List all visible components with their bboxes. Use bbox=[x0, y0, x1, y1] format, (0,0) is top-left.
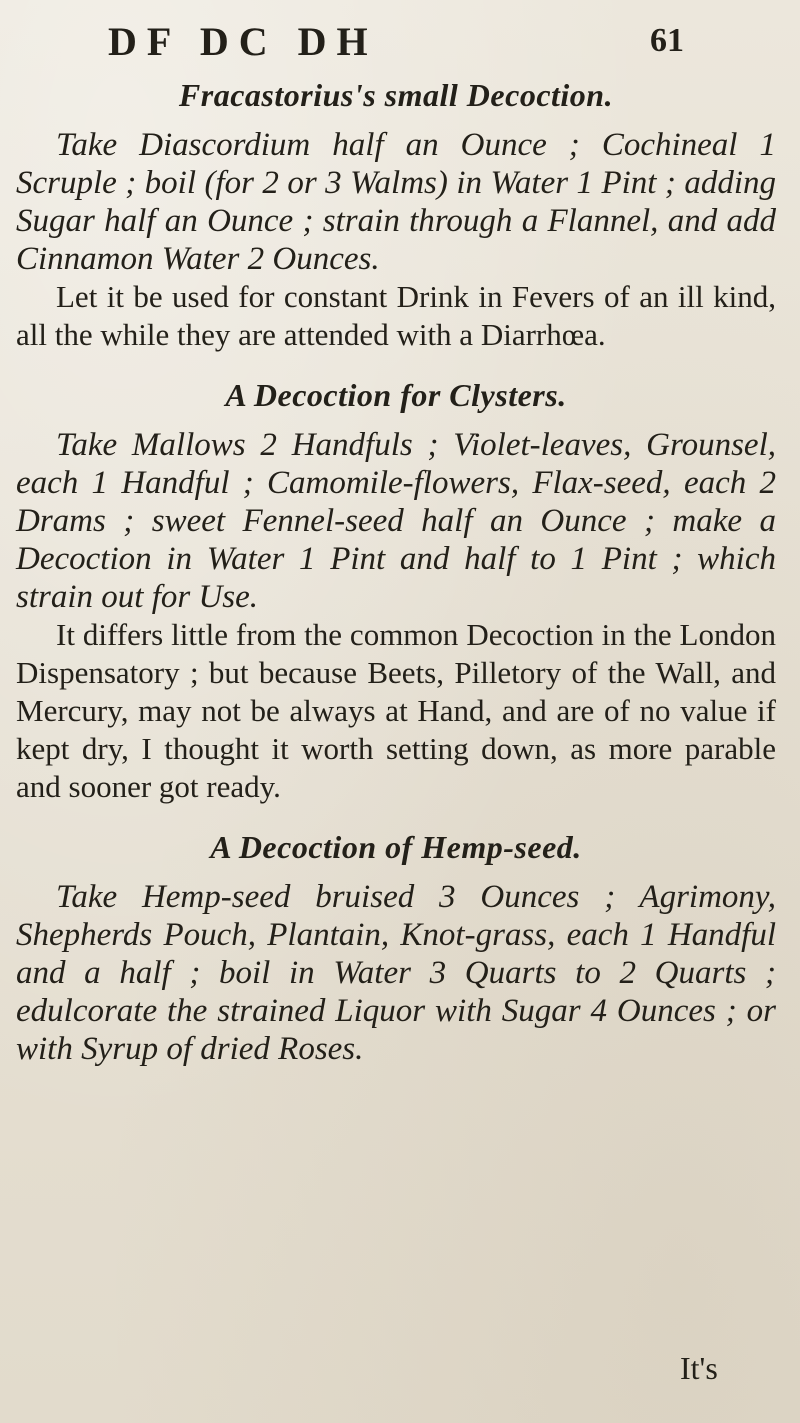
section-heading: A Decoction of Hemp-seed. bbox=[210, 829, 582, 865]
section-clyster-decoction bbox=[16, 372, 776, 806]
section-heading: Fracastorius's small Decoction. bbox=[178, 77, 614, 113]
catchword: It's bbox=[680, 1350, 718, 1386]
section-heading: A Decoction for Clysters. bbox=[225, 377, 567, 413]
recipe-paragraph: Take Hemp-seed bruised 3 Ounces ; Agrimony, Shepherds Pouch, Plantain, Knot-grass, each 1 Handful and a half ; boil in Water 3 Quarts to 2 Quarts ; edulcorate the strained Liquor with Sugar 4 Ounces ; or with Syrup of dried Roses. bbox=[16, 879, 776, 1067]
page-number: 61 bbox=[650, 22, 684, 59]
section-hemp-seed-decoction bbox=[16, 824, 776, 1068]
running-head: DF DC DH bbox=[108, 19, 378, 64]
note-paragraph: It differs little from the common Decoction in the London Dispensatory ; but because Beets, Pilletory of the Wall, and Mercury, may not be always at Hand, and are of no value if kept dry, I thought it worth setting down, as more parable and sooner got ready. bbox=[16, 617, 776, 804]
section-fracastorius-decoction bbox=[16, 72, 776, 354]
note-paragraph: Let it be used for constant Drink in Fevers of an ill kind, all the while they are attended with a Diarrhœa. bbox=[16, 279, 776, 352]
page-header bbox=[0, 18, 800, 68]
recipe-paragraph: Take Mallows 2 Handfuls ; Violet-leaves, Grounsel, each 1 Handful ; Camomile-flowers, Flax-seed, each 2 Drams ; sweet Fennel-seed half an Ounce ; make a Decoction in Water 1 Pint and half to 1 Pint ; which strain out for Use. bbox=[16, 427, 776, 615]
recipe-paragraph: Take Diascordium half an Ounce ; Cochineal 1 Scruple ; boil (for 2 or 3 Walms) in Water 1 Pint ; adding Sugar half an Ounce ; strain through a Flannel, and add Cinnamon Water 2 Ounces. bbox=[16, 127, 776, 277]
page-body bbox=[16, 72, 776, 1068]
